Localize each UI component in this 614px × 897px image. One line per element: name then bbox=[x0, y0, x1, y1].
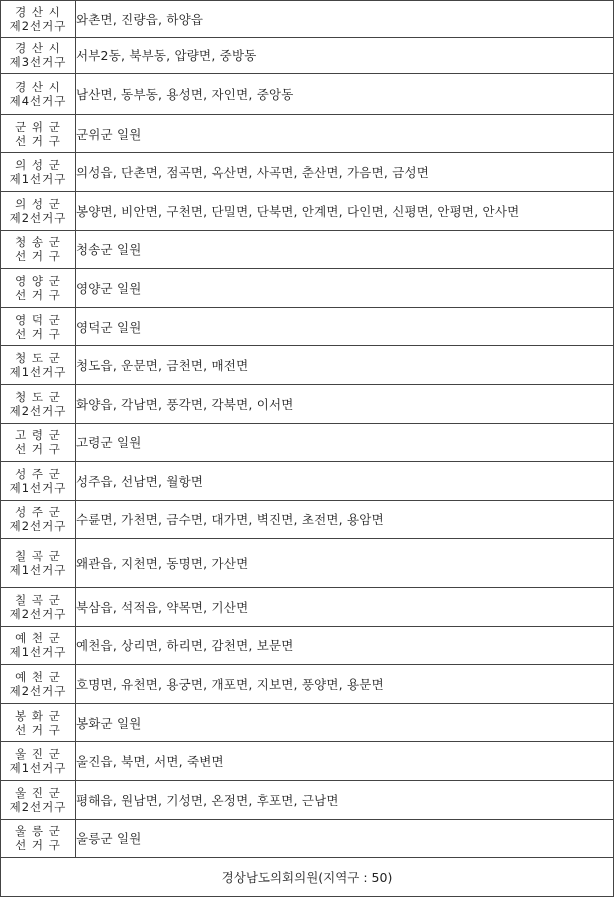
district-name-cell bbox=[1, 423, 76, 462]
district-areas: 청송군 일원 bbox=[76, 230, 614, 269]
district-name: 봉 화 군 bbox=[15, 708, 61, 723]
district-name: 울 진 군 bbox=[15, 785, 61, 800]
district-areas: 봉양면, 비안면, 구천면, 단밀면, 단북면, 안계면, 다인면, 신평면, 안평면, 안사면 bbox=[76, 191, 614, 230]
district-subname: 제2선거구 bbox=[9, 684, 67, 699]
district-subname: 제1선거구 bbox=[9, 365, 67, 380]
district-subname: 제2선거구 bbox=[9, 18, 67, 33]
district-name: 청 송 군 bbox=[15, 235, 61, 250]
district-row bbox=[1, 114, 614, 153]
district-name-cell bbox=[1, 742, 76, 781]
district-areas: 남산면, 동부동, 용성면, 자인면, 중앙동 bbox=[76, 74, 614, 115]
district-areas: 화양읍, 각남면, 풍각면, 각북면, 이서면 bbox=[76, 384, 614, 423]
district-row bbox=[1, 269, 614, 308]
district-subname: 제3선거구 bbox=[9, 55, 67, 70]
district-row bbox=[1, 781, 614, 820]
district-name: 경 산 시 bbox=[15, 4, 61, 19]
district-name-cell bbox=[1, 74, 76, 115]
district-name-cell bbox=[1, 703, 76, 742]
district-row bbox=[1, 191, 614, 230]
district-name-cell bbox=[1, 230, 76, 269]
district-name-cell bbox=[1, 269, 76, 308]
district-name-cell bbox=[1, 462, 76, 501]
district-subname: 제2선거구 bbox=[9, 799, 67, 814]
district-areas: 왜관읍, 지천면, 동명면, 가산면 bbox=[76, 539, 614, 588]
district-name-cell bbox=[1, 781, 76, 820]
district-row bbox=[1, 153, 614, 192]
district-areas: 평해읍, 원남면, 기성면, 온정면, 후포면, 근남면 bbox=[76, 781, 614, 820]
district-name-cell bbox=[1, 153, 76, 192]
district-row bbox=[1, 37, 614, 74]
district-name-cell bbox=[1, 346, 76, 385]
district-name: 경 산 시 bbox=[15, 41, 61, 56]
district-areas: 영덕군 일원 bbox=[76, 307, 614, 346]
district-areas: 고령군 일원 bbox=[76, 423, 614, 462]
district-name: 군 위 군 bbox=[15, 119, 61, 134]
district-subname: 제4선거구 bbox=[9, 93, 67, 108]
district-row bbox=[1, 703, 614, 742]
district-areas: 북삼읍, 석적읍, 약목면, 기산면 bbox=[76, 588, 614, 627]
district-row bbox=[1, 626, 614, 665]
district-name-cell bbox=[1, 37, 76, 74]
district-subname: 선 거 구 bbox=[15, 249, 61, 264]
district-areas: 봉화군 일원 bbox=[76, 703, 614, 742]
district-row bbox=[1, 423, 614, 462]
district-areas: 와촌면, 진량읍, 하양읍 bbox=[76, 1, 614, 38]
district-name: 성 주 군 bbox=[15, 466, 61, 481]
district-name: 영 양 군 bbox=[15, 273, 61, 288]
district-row bbox=[1, 665, 614, 704]
district-row bbox=[1, 384, 614, 423]
district-row bbox=[1, 74, 614, 115]
district-subname: 제2선거구 bbox=[9, 606, 67, 621]
district-areas: 청도읍, 운문면, 금천면, 매전면 bbox=[76, 346, 614, 385]
district-subname: 선 거 구 bbox=[15, 442, 61, 457]
district-areas: 의성읍, 단촌면, 점곡면, 옥산면, 사곡면, 춘산면, 가음면, 금성면 bbox=[76, 153, 614, 192]
district-name-cell bbox=[1, 114, 76, 153]
district-subname: 제1선거구 bbox=[9, 563, 67, 578]
district-areas: 울릉군 일원 bbox=[76, 819, 614, 858]
district-subname: 제2선거구 bbox=[9, 403, 67, 418]
district-subname: 선 거 구 bbox=[15, 287, 61, 302]
district-subname: 제2선거구 bbox=[9, 519, 67, 534]
district-row bbox=[1, 1, 614, 38]
district-name-cell bbox=[1, 191, 76, 230]
district-name: 청 도 군 bbox=[15, 351, 61, 366]
district-name-cell bbox=[1, 588, 76, 627]
district-row bbox=[1, 742, 614, 781]
district-areas: 영양군 일원 bbox=[76, 269, 614, 308]
footer-total: 경상남도의회의원(지역구 : 50) bbox=[1, 858, 614, 897]
district-subname: 제1선거구 bbox=[9, 480, 67, 495]
district-name: 예 천 군 bbox=[15, 631, 61, 646]
district-subname: 제1선거구 bbox=[9, 761, 67, 776]
district-subname: 제1선거구 bbox=[9, 172, 67, 187]
district-table-body bbox=[1, 1, 614, 897]
district-row bbox=[1, 500, 614, 539]
district-name-cell bbox=[1, 665, 76, 704]
district-areas: 예천읍, 상리면, 하리면, 감천면, 보문면 bbox=[76, 626, 614, 665]
district-areas: 수륜면, 가천면, 금수면, 대가면, 벽진면, 초전면, 용암면 bbox=[76, 500, 614, 539]
district-name: 울 진 군 bbox=[15, 747, 61, 762]
district-name-cell bbox=[1, 384, 76, 423]
district-subname: 선 거 구 bbox=[15, 326, 61, 341]
district-name: 청 도 군 bbox=[15, 389, 61, 404]
district-areas: 호명면, 유천면, 용궁면, 개포면, 지보면, 풍양면, 용문면 bbox=[76, 665, 614, 704]
district-row bbox=[1, 539, 614, 588]
district-name-cell bbox=[1, 626, 76, 665]
district-row bbox=[1, 588, 614, 627]
district-areas: 서부2동, 북부동, 압량면, 중방동 bbox=[76, 37, 614, 74]
district-row bbox=[1, 346, 614, 385]
district-name-cell bbox=[1, 539, 76, 588]
district-name: 울 릉 군 bbox=[15, 824, 61, 839]
district-name: 칠 곡 군 bbox=[15, 549, 61, 564]
district-row bbox=[1, 462, 614, 501]
district-name-cell bbox=[1, 500, 76, 539]
district-subname: 선 거 구 bbox=[15, 838, 61, 853]
district-name: 영 덕 군 bbox=[15, 312, 61, 327]
district-row bbox=[1, 307, 614, 346]
district-name-cell bbox=[1, 819, 76, 858]
district-row bbox=[1, 230, 614, 269]
district-name: 의 성 군 bbox=[15, 158, 61, 173]
district-subname: 선 거 구 bbox=[15, 722, 61, 737]
district-areas: 성주읍, 선남면, 월항면 bbox=[76, 462, 614, 501]
district-name-cell bbox=[1, 307, 76, 346]
district-name: 고 령 군 bbox=[15, 428, 61, 443]
district-name: 경 산 시 bbox=[15, 79, 61, 94]
district-name-cell bbox=[1, 1, 76, 38]
footer-row bbox=[1, 858, 614, 897]
district-subname: 제1선거구 bbox=[9, 645, 67, 660]
district-row bbox=[1, 819, 614, 858]
district-name: 성 주 군 bbox=[15, 505, 61, 520]
district-name: 예 천 군 bbox=[15, 670, 61, 685]
district-subname: 선 거 구 bbox=[15, 133, 61, 148]
district-name: 의 성 군 bbox=[15, 196, 61, 211]
district-subname: 제2선거구 bbox=[9, 210, 67, 225]
district-areas: 군위군 일원 bbox=[76, 114, 614, 153]
district-areas: 울진읍, 북면, 서면, 죽변면 bbox=[76, 742, 614, 781]
district-name: 칠 곡 군 bbox=[15, 592, 61, 607]
